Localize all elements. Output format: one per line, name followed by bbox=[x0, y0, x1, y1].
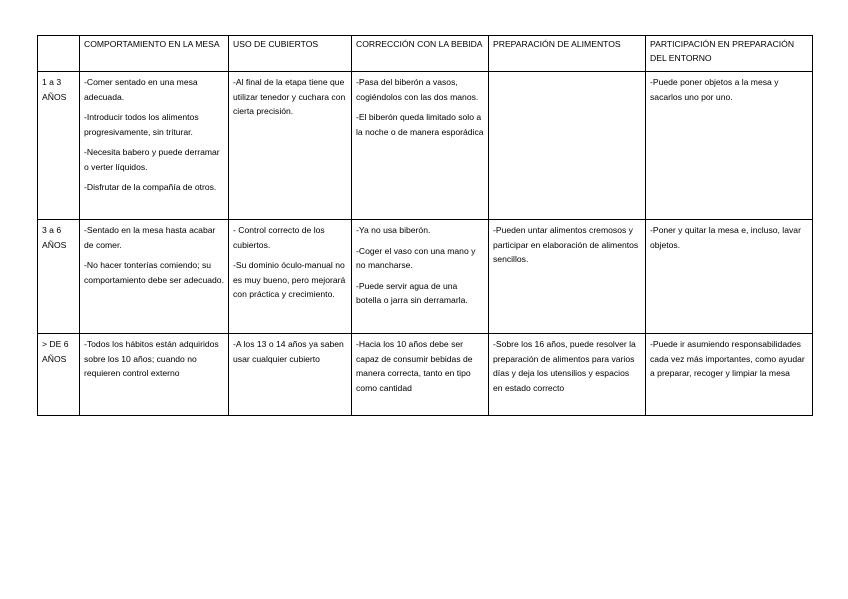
header-row bbox=[38, 36, 813, 72]
table-cell bbox=[352, 72, 489, 220]
cell-text: -Necesita babero y puede derramar o verter líquidos. bbox=[84, 147, 220, 172]
table-row bbox=[38, 72, 813, 220]
table-cell bbox=[352, 334, 489, 416]
cell-text: -Poner y quitar la mesa e, incluso, lavar objetos. bbox=[650, 225, 801, 250]
age-group-label: 3 a 6 AÑOS bbox=[38, 220, 80, 334]
age-group-label: > DE 6 AÑOS bbox=[38, 334, 80, 416]
cell-text: -No hacer tonterías comiendo; su comportamiento debe ser adecuado. bbox=[84, 260, 224, 285]
age-group-label: 1 a 3 AÑOS bbox=[38, 72, 80, 220]
cell-text: -Ya no usa biberón. bbox=[356, 225, 431, 235]
cell-text: -Pasa del biberón a vasos, cogiéndolos con las dos manos. bbox=[356, 77, 479, 102]
cell-text: -Todos los hábitos están adquiridos sobre los 10 años; cuando no requieren control externo bbox=[84, 339, 219, 378]
table-cell bbox=[229, 72, 352, 220]
cell-text: -Puede poner objetos a la mesa y sacarlos uno por uno. bbox=[650, 77, 779, 102]
table-row bbox=[38, 334, 813, 416]
cell-text: -Puede servir agua de una botella o jarra sin derramarla. bbox=[356, 280, 468, 305]
table-cell-empty bbox=[489, 72, 646, 220]
cell-text: -Sentado en la mesa hasta acabar de comer. bbox=[84, 225, 216, 250]
cell-text: -Puede ir asumiendo responsabilidades cada vez más importantes, como ayudar a preparar, recoger y limpiar la mesa bbox=[650, 339, 805, 378]
table-cell bbox=[80, 220, 229, 334]
cell-text: - Control correcto de los cubiertos. bbox=[233, 225, 325, 250]
development-table bbox=[37, 35, 813, 416]
cell-text: -Hacia los 10 años debe ser capaz de consumir bebidas de manera correcta, tanto en tipo como cantidad bbox=[356, 339, 473, 393]
table-cell bbox=[646, 334, 813, 416]
header-drinking: CORRECCIÓN CON LA BEBIDA bbox=[352, 36, 489, 72]
table-cell bbox=[80, 72, 229, 220]
table-row bbox=[38, 220, 813, 334]
table-cell bbox=[80, 334, 229, 416]
cell-text: -El biberón queda limitado solo a la noche o de manera esporádica bbox=[356, 112, 484, 137]
table-cell bbox=[489, 220, 646, 334]
cell-text: -Su dominio óculo-manual no es muy bueno, pero mejorará con práctica y crecimiento. bbox=[233, 260, 346, 299]
cell-text: -Disfrutar de la compañía de otros. bbox=[84, 182, 217, 192]
cell-text: -Introducir todos los alimentos progresivamente, sin triturar. bbox=[84, 112, 199, 137]
table-cell bbox=[229, 334, 352, 416]
cell-text: -Comer sentado en una mesa adecuada. bbox=[84, 77, 198, 102]
cell-text: -Sobre los 16 años, puede resolver la preparación de alimentos para varios días y deja los utensilios y espacios en estado correcto bbox=[493, 339, 636, 393]
cell-text: -Coger el vaso con una mano y no mancharse. bbox=[356, 245, 476, 270]
table-cell bbox=[489, 334, 646, 416]
cell-text: -Pueden untar alimentos cremosos y participar en elaboración de alimentos sencillos. bbox=[493, 225, 639, 264]
header-table-behavior: COMPORTAMIENTO EN LA MESA bbox=[80, 36, 229, 72]
table-cell bbox=[646, 220, 813, 334]
header-food-preparation: PREPARACIÓN DE ALIMENTOS bbox=[489, 36, 646, 72]
header-corner bbox=[38, 36, 80, 72]
header-environment-participation: PARTICIPACIÓN EN PREPARACIÓN DEL ENTORNO bbox=[646, 36, 813, 72]
cell-text: -A los 13 o 14 años ya saben usar cualquier cubierto bbox=[233, 339, 344, 364]
header-cutlery-use: USO DE CUBIERTOS bbox=[229, 36, 352, 72]
cell-text: -Al final de la etapa tiene que utilizar tenedor y cuchara con cierta precisión. bbox=[233, 77, 346, 116]
table-cell bbox=[352, 220, 489, 334]
table-cell bbox=[646, 72, 813, 220]
table-cell bbox=[229, 220, 352, 334]
